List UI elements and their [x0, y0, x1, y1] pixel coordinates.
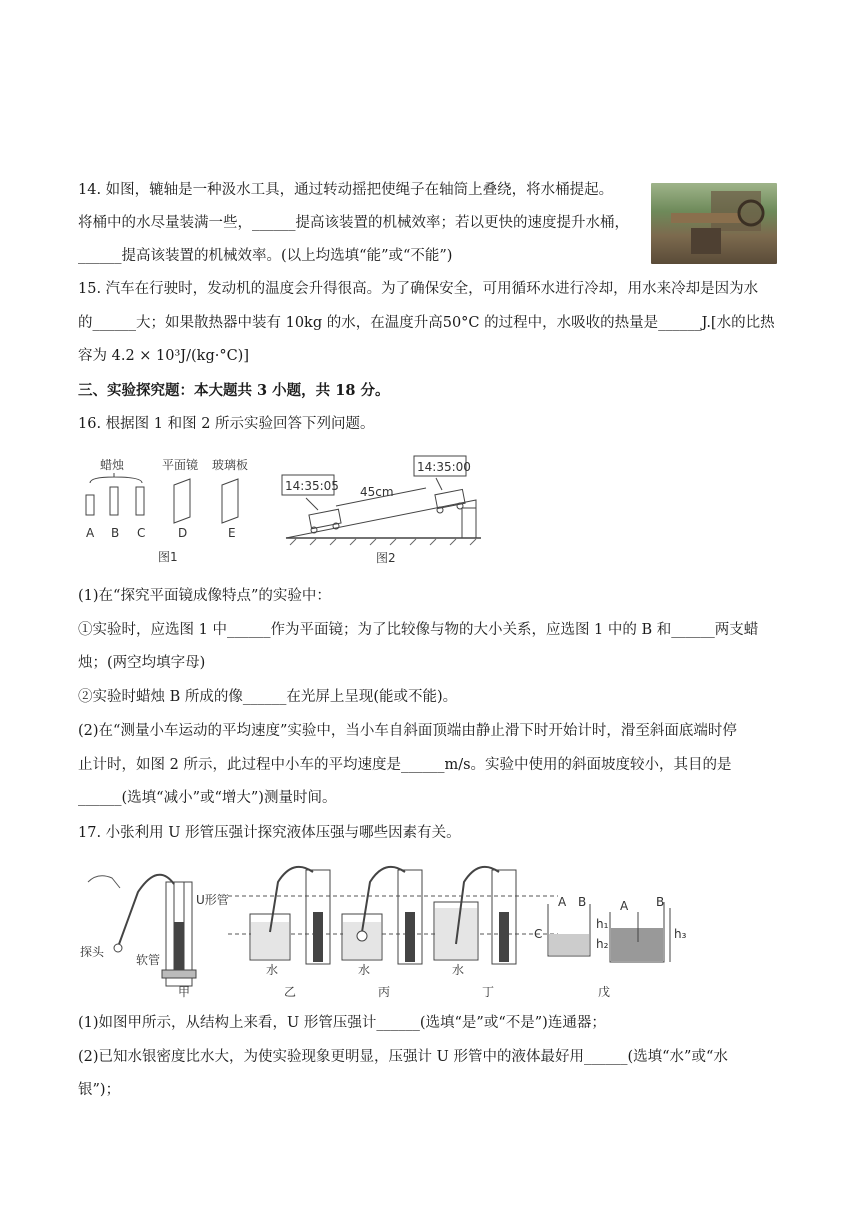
caption-ding: 丁	[482, 985, 495, 999]
distance-label: 45cm	[360, 485, 394, 499]
fig1-glass-label: 玻璃板	[212, 458, 249, 472]
timer-end: 14:35:05	[285, 479, 339, 493]
candle-a-icon	[86, 495, 94, 515]
caption-jia: 甲	[178, 985, 191, 999]
water-label-ding: 水	[452, 963, 465, 977]
fig1-mirror-label: 平面镜	[162, 458, 199, 472]
q15-line-3: 容为 4.2 × 10³J/(kg·°C)]	[78, 348, 249, 364]
q15-line-1: 15. 汽车在行驶时，发动机的温度会升得很高。为了确保安全，可用循环水进行冷却，用水来冷却是因为水	[78, 281, 759, 297]
q14-line-1: 14. 如图，辘轴是一种汲水工具，通过转动摇把使绳子在轴筒上叠绕，将水桶提起。	[78, 182, 614, 198]
fig1-candle-label: 蜡烛	[100, 458, 125, 472]
wu-label-h3: h₃	[674, 927, 687, 941]
candle-brace-icon	[90, 473, 142, 483]
water-label-yi: 水	[266, 963, 279, 977]
u-tube-label: U形管	[196, 893, 229, 907]
wu-label-h1: h₁	[596, 917, 609, 931]
wu-label-b1: B	[578, 895, 587, 909]
figure-pressure-gauge	[78, 852, 718, 1000]
gauge-yi	[250, 867, 330, 964]
candle-c-icon	[136, 487, 144, 515]
q16-part2-line-2: 止计时，如图 2 所示，此过程中小车的平均速度是______m/s。实验中使用的斜面坡度较小，其目的是	[78, 757, 732, 773]
wu-label-a1: A	[558, 895, 567, 909]
q16-stem: 16. 根据图 1 和图 2 所示实验回答下列问题。	[78, 416, 375, 432]
figure-1	[78, 455, 268, 570]
caption-wu: 戊	[598, 985, 611, 999]
timer-start: 14:35:00	[417, 460, 471, 474]
container-wu	[548, 902, 670, 962]
q17-stem: 17. 小张利用 U 形管压强计探究液体压强与哪些因素有关。	[78, 825, 461, 841]
car-bottom-icon	[309, 509, 341, 533]
hose-label: 软管	[136, 953, 161, 967]
q16-part1-line-2: 烛；(两空均填字母)	[78, 655, 206, 671]
fig2-caption: 图2	[376, 551, 396, 565]
caption-yi: 乙	[284, 985, 297, 999]
incline-icon	[286, 500, 476, 538]
fig1-letter-b: B	[111, 526, 120, 540]
probe-label: 探头	[80, 945, 105, 959]
q16-part1-line-3: ②实验时蜡烛 B 所成的像______在光屏上呈现(能或不能)。	[78, 689, 458, 705]
q17-part1: (1)如图甲所示，从结构上来看，U 形管压强计______(选填“是”或“不是”)连通器；	[78, 1015, 606, 1031]
candle-b-icon	[110, 487, 118, 515]
fig1-letter-e: E	[228, 526, 236, 540]
gauge-ding	[434, 867, 516, 964]
water-label-bing: 水	[358, 963, 371, 977]
wu-label-h2: h₂	[596, 937, 609, 951]
q15-line-2: 的______大；如果散热器中装有 10kg 的水，在温度升高50°C 的过程中，水吸收的热量是______J.[水的比热	[78, 315, 775, 331]
q17-part2-line-1: (2)已知水银密度比水大，为使实验现象更明显，压强计 U 形管中的液体最好用______(选填“水”或“水	[78, 1049, 728, 1065]
well-windlass-photo	[651, 183, 777, 264]
fig1-letter-d: D	[178, 526, 188, 540]
q17-part2-line-2: 银”)；	[78, 1082, 121, 1098]
figure-2	[276, 450, 486, 570]
gauge-bing	[342, 867, 422, 964]
caption-bing: 丙	[378, 985, 391, 999]
glass-plate-icon	[222, 479, 238, 523]
wu-label-c: C	[534, 927, 543, 941]
section-heading: 三、实验探究题：本大题共 3 小题，共 18 分。	[78, 382, 390, 399]
wu-label-b2: B	[656, 895, 665, 909]
fig1-letter-c: C	[137, 526, 146, 540]
q16-part1-line-1: ①实验时，应选图 1 中______作为平面镜；为了比较像与物的大小关系，应选图 1 中的 B 和______两支蜡	[78, 622, 759, 638]
q16-part2-line-1: (2)在“测量小车运动的平均速度”实验中，当小车自斜面顶端由静止滑下时开始计时，滑至斜面底端时停	[78, 723, 737, 739]
q14-line-3: ______提高该装置的机械效率。(以上均选填“能”或“不能”)	[78, 248, 453, 264]
gauge-jia	[88, 875, 196, 986]
fig1-caption: 图1	[158, 550, 178, 564]
q16-part1-intro: (1)在“探究平面镜成像特点”的实验中：	[78, 588, 331, 604]
mirror-icon	[174, 479, 190, 523]
q16-part2-line-3: ______(选填“减小”或“增大”)测量时间。	[78, 790, 337, 806]
car-top-icon	[435, 489, 465, 513]
q14-line-2: 将桶中的水尽量装满一些，______提高该装置的机械效率；若以更快的速度提升水桶，	[78, 215, 629, 231]
fig1-letter-a: A	[86, 526, 95, 540]
wu-label-a2: A	[620, 899, 629, 913]
